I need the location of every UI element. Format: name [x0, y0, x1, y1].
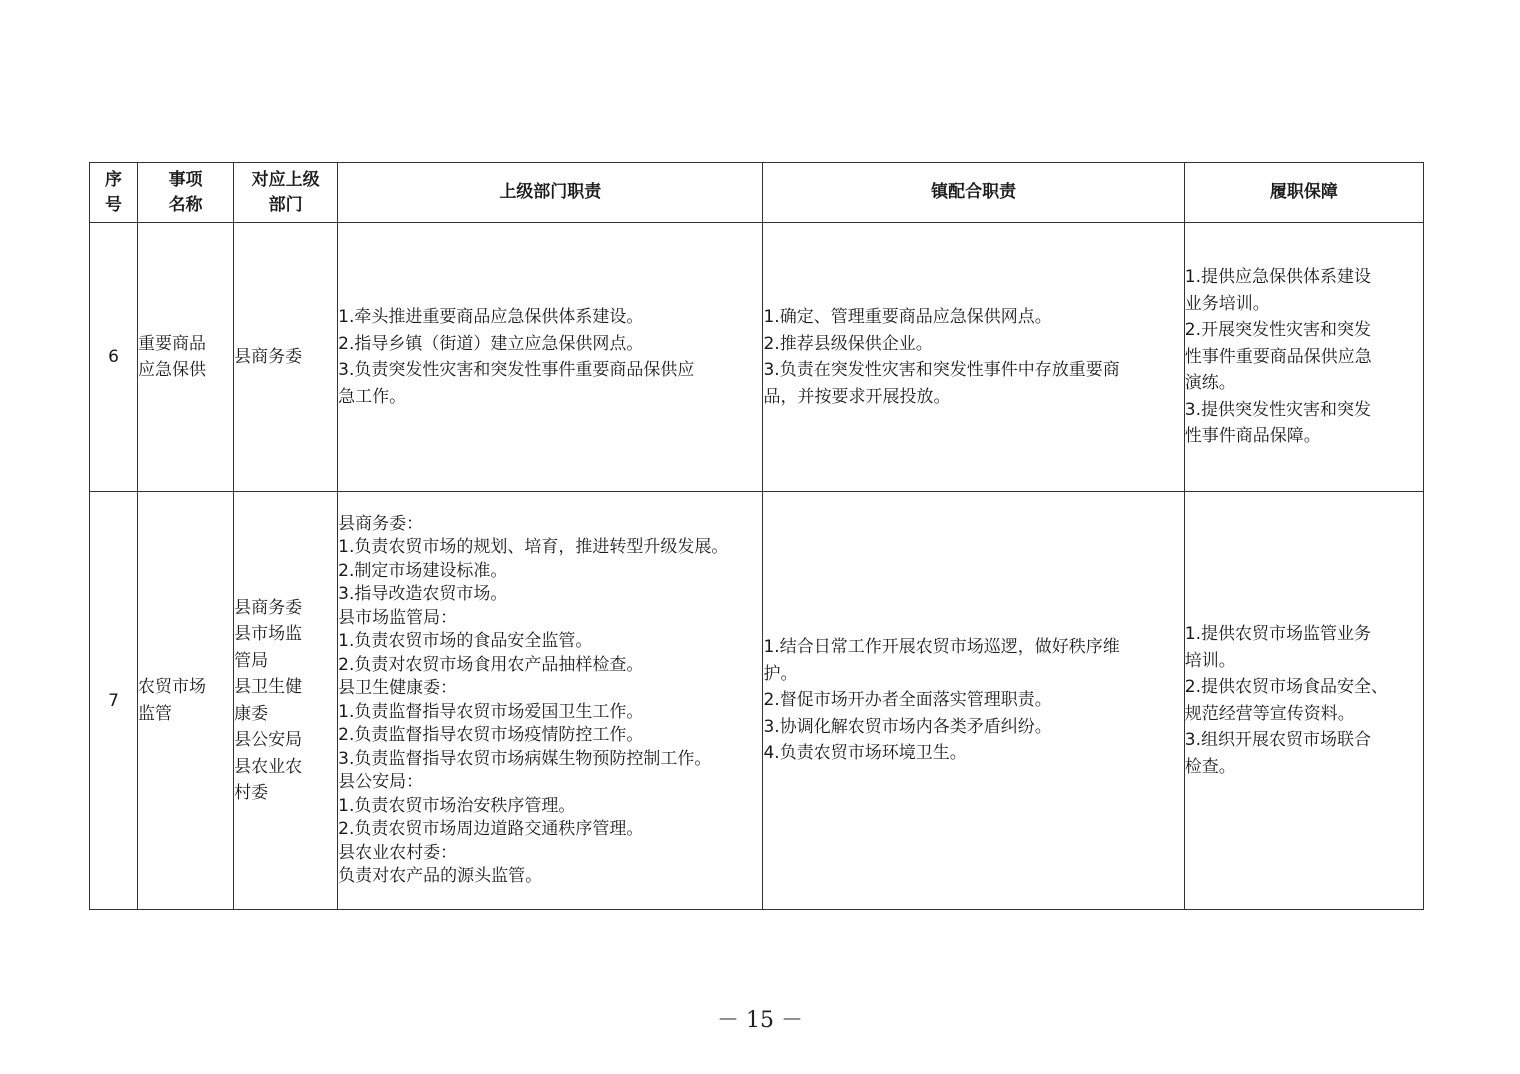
- dept-line: 县农业农: [234, 756, 303, 777]
- guarantee-line: 检查。: [1184, 756, 1236, 777]
- dept-line: 县公安局: [234, 730, 303, 750]
- row-name: [138, 223, 234, 492]
- guarantee-line: 1.提供应急保供体系建设: [1184, 267, 1372, 288]
- header-town: 镇配合职责: [763, 163, 1184, 223]
- dept-line: 村委: [234, 783, 269, 803]
- guarantee-line: 性事件商品保障。: [1184, 426, 1321, 447]
- row-superior-duties: [338, 223, 763, 492]
- guarantee-line: 性事件重要商品保供应急: [1184, 346, 1372, 367]
- row-name: [138, 492, 234, 910]
- row-dept: [234, 492, 338, 910]
- row-superior-duties: [338, 492, 763, 910]
- page-number: － 15 －: [717, 1008, 803, 1033]
- superior-line: 3.负责突发性灾害和突发性事件重要商品保供应: [338, 360, 695, 380]
- superior-line: 县农业农村委：: [338, 842, 458, 863]
- superior-line: 县卫生健康委：: [338, 678, 458, 698]
- duties-table: [89, 162, 1424, 910]
- town-line: 品，并按要求开展投放。: [763, 386, 951, 407]
- name-line: 监管: [138, 703, 173, 724]
- dept-line: 县商务委: [234, 597, 303, 618]
- dept-line: 康委: [234, 703, 269, 724]
- row-guarantee: [1184, 492, 1423, 910]
- header-name-line2: 名称: [168, 194, 203, 215]
- guarantee-line: 2.提供农贸市场食品安全、: [1184, 677, 1389, 697]
- superior-line: 3.指导改造农贸市场。: [338, 584, 508, 604]
- guarantee-line: 演练。: [1184, 373, 1236, 394]
- superior-line: 县公安局：: [338, 772, 424, 792]
- superior-line: 3.负责监督指导农贸市场病媒生物预防控制工作。: [338, 748, 712, 769]
- town-line: 1.确定、管理重要商品应急保供网点。: [763, 307, 1052, 327]
- superior-line: 2.负责农贸市场周边道路交通秩序管理。: [338, 819, 644, 839]
- dept-line: 县卫生健: [234, 677, 303, 697]
- guarantee-line: 3.提供突发性灾害和突发: [1184, 399, 1372, 420]
- guarantee-line: 1.提供农贸市场监管业务: [1184, 624, 1372, 644]
- superior-line: 急工作。: [338, 386, 407, 407]
- town-line: 3.协调化解农贸市场内各类矛盾纠纷。: [763, 716, 1052, 737]
- superior-line: 负责对农产品的源头监管。: [338, 866, 543, 886]
- header-no: [90, 163, 138, 223]
- table-row: [90, 223, 1424, 492]
- town-line: 1.结合日常工作开展农贸市场巡逻，做好秩序维: [763, 637, 1120, 658]
- row-dept: [234, 223, 338, 492]
- superior-line: 2.指导乡镇（街道）建立应急保供网点。: [338, 333, 644, 354]
- name-line: 农贸市场: [138, 677, 207, 697]
- guarantee-line: 业务培训。: [1184, 293, 1270, 314]
- dept-line: 县商务委: [234, 346, 303, 367]
- dept-line: 管局: [234, 650, 269, 671]
- table-row: [90, 492, 1424, 910]
- superior-line: 1.牵头推进重要商品应急保供体系建设。: [338, 307, 644, 327]
- town-line: 2.推荐县级保供企业。: [763, 333, 933, 354]
- dept-line: 县市场监: [234, 624, 303, 644]
- superior-line: 1.负责农贸市场治安秩序管理。: [338, 795, 576, 816]
- name-line: 应急保供: [138, 360, 207, 380]
- row-town-duties: [763, 492, 1184, 910]
- guarantee-line: 2.开展突发性灾害和突发: [1184, 320, 1372, 341]
- town-line: 护。: [763, 663, 798, 684]
- guarantee-line: 规范经营等宣传资料。: [1184, 703, 1355, 724]
- header-name-line1: 事项: [168, 169, 203, 190]
- table-header-row: [90, 163, 1424, 223]
- header-no-line1: 序: [105, 169, 123, 190]
- header-dept: [234, 163, 338, 223]
- header-superior: 上级部门职责: [338, 163, 763, 223]
- header-no-line2: 号: [105, 194, 123, 215]
- header-dept-line2: 部门: [268, 194, 303, 215]
- guarantee-line: 培训。: [1184, 650, 1236, 671]
- row-no: 6: [90, 223, 138, 492]
- name-line: 重要商品: [138, 333, 207, 354]
- header-guarantee: 履职保障: [1184, 163, 1423, 223]
- town-line: 2.督促市场开办者全面落实管理职责。: [763, 690, 1052, 711]
- row-town-duties: [763, 223, 1184, 492]
- superior-line: 2.负责对农贸市场食用农产品抽样检查。: [338, 654, 644, 675]
- superior-line: 1.负责农贸市场的食品安全监管。: [338, 631, 593, 651]
- superior-line: 2.制定市场建设标准。: [338, 560, 508, 581]
- row-guarantee: [1184, 223, 1423, 492]
- superior-line: 1.负责监督指导农贸市场爱国卫生工作。: [338, 701, 644, 722]
- header-name: [138, 163, 234, 223]
- superior-line: 县商务委：: [338, 513, 424, 534]
- header-dept-line1: 对应上级: [251, 169, 320, 190]
- town-line: 4.负责农贸市场环境卫生。: [763, 743, 967, 764]
- guarantee-line: 3.组织开展农贸市场联合: [1184, 730, 1372, 750]
- town-line: 3.负责在突发性灾害和突发性事件中存放重要商: [763, 360, 1120, 380]
- superior-line: 2.负责监督指导农贸市场疫情防控工作。: [338, 725, 644, 745]
- superior-line: 1.负责农贸市场的规划、培育，推进转型升级发展。: [338, 537, 729, 557]
- row-no: 7: [90, 492, 138, 910]
- superior-line: 县市场监管局：: [338, 607, 458, 628]
